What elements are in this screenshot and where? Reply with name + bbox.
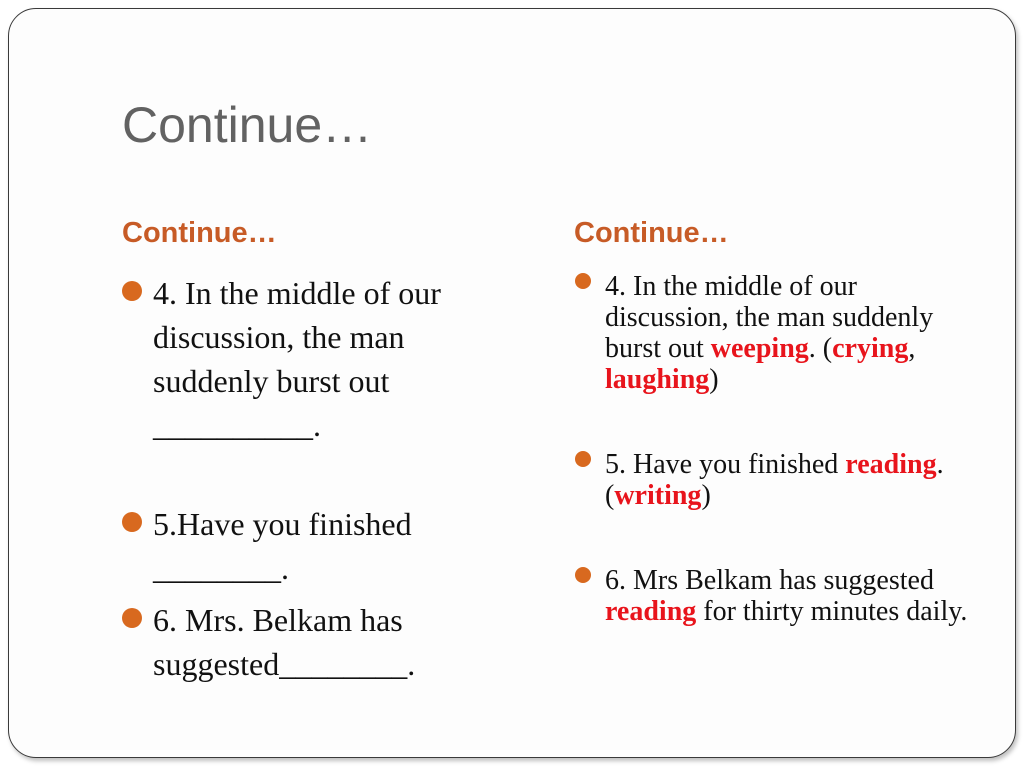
answer-item [575,565,975,627]
answer-suffix: ) [701,480,711,511]
answer-separator: , [908,333,916,364]
alternative-word: writing [614,480,702,511]
answer-prefix: 5. Have you finished [605,449,846,480]
answer-prefix: 4. In the middle of our discussion, the man suddenly burst out [605,271,934,364]
bullet-icon [122,281,142,301]
answer-suffix: for thirty minutes daily. [696,596,968,627]
right-column-heading: Continue… [574,217,729,249]
answer-word: reading [845,449,937,480]
bullet-icon [575,273,591,289]
answer-suffix: ) [709,364,719,395]
answer-prefix: 6. Mrs Belkam has suggested [605,565,934,596]
right-answer-list [575,271,975,627]
answer-separator: . ( [605,449,944,511]
slide-title: Continue… [122,97,373,153]
question-item [122,502,522,590]
answer-word: weeping [710,333,809,364]
bullet-icon [575,451,591,467]
bullet-icon [575,567,591,583]
slide [8,8,1016,758]
answer-separator: . ( [808,333,833,364]
answer-item [575,449,975,511]
bullet-icon [122,512,142,532]
answer-word: reading [605,596,697,627]
question-item [122,598,522,686]
alternative-word: laughing [605,364,710,395]
answer-item [575,271,975,395]
question-text: 5.Have you finished ________. [153,506,412,586]
question-item [122,271,522,447]
left-question-list [122,271,522,686]
question-text: 4. In the middle of our discussion, the man suddenly burst out __________. [153,275,441,443]
question-text: 6. Mrs. Belkam has suggested________. [153,602,416,682]
alternative-word: crying [832,333,909,364]
bullet-icon [122,608,142,628]
left-column-heading: Continue… [122,217,277,249]
